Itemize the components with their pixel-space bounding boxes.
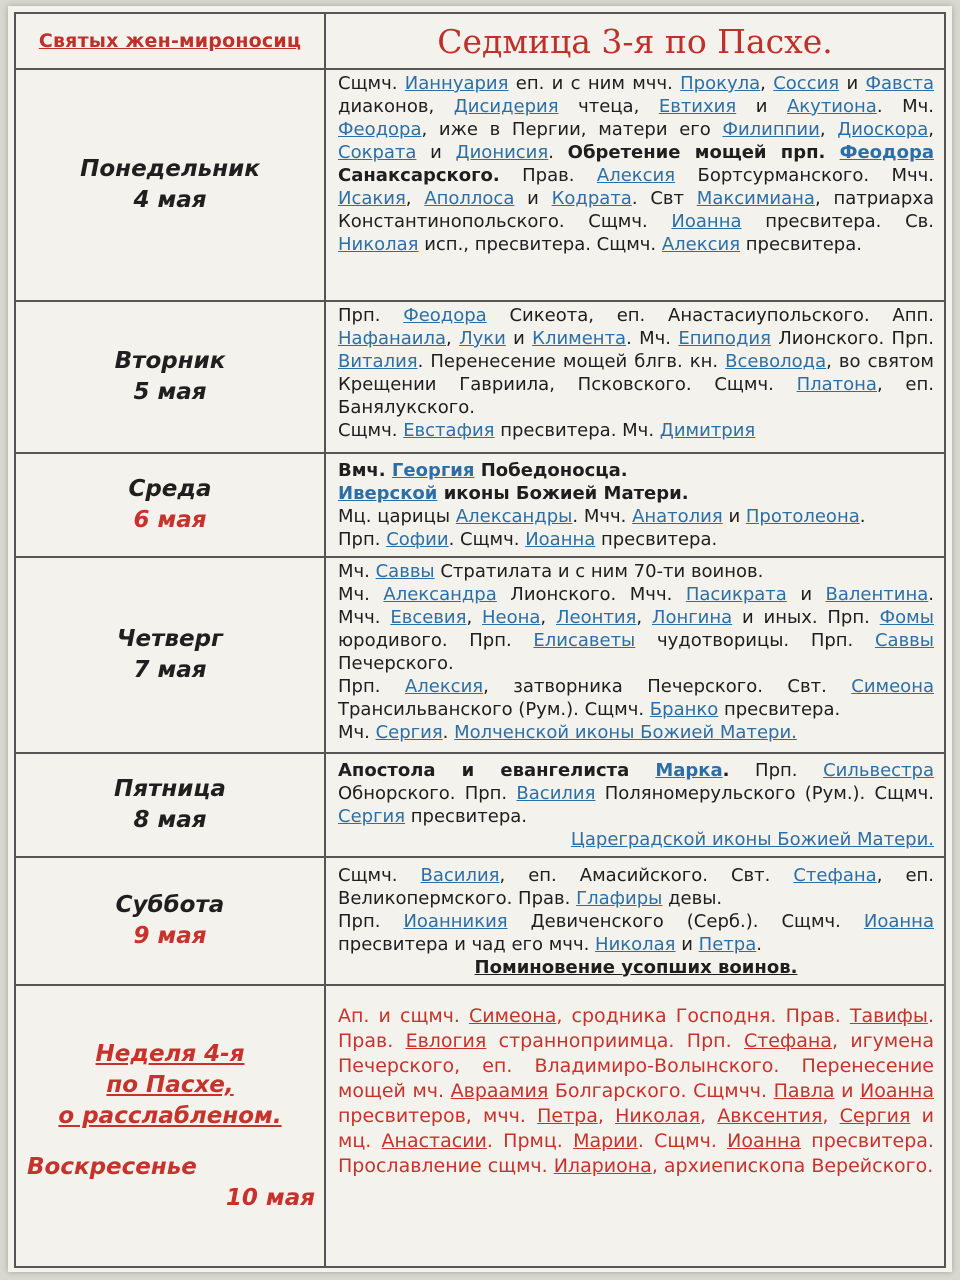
saint-link[interactable]: Василия: [420, 864, 500, 886]
sunday-title: Святых жен-мироносиц: [15, 13, 325, 69]
day-label: [15, 857, 325, 985]
saint-link[interactable]: Иоанникия: [403, 910, 508, 932]
saint-link[interactable]: Валентина: [825, 584, 929, 605]
weekday: Понедельник: [80, 156, 260, 182]
date: 7 мая: [133, 657, 207, 683]
saint-link[interactable]: Иоанна: [671, 211, 742, 232]
weekday: Пятница: [114, 776, 226, 802]
date: 6 мая: [133, 507, 207, 533]
saint-link[interactable]: Пасикрата: [685, 584, 787, 605]
saint-link[interactable]: Саввы: [375, 561, 435, 582]
saint-link[interactable]: Ианнуария: [404, 73, 509, 94]
weekday: Четверг: [116, 626, 224, 652]
icon-link[interactable]: Иверской: [338, 483, 438, 504]
day-label: [15, 753, 325, 857]
saint-link[interactable]: Петра: [698, 933, 757, 955]
saint-link[interactable]: Софии: [386, 529, 449, 550]
saint-link[interactable]: Иоанна: [525, 529, 596, 550]
sunday-name-line2: по Пасхе,: [106, 1071, 234, 1098]
saint-link[interactable]: Петра: [537, 1105, 598, 1127]
saint-link[interactable]: Прокула: [680, 73, 761, 94]
saint-link[interactable]: Евлогия: [405, 1030, 487, 1052]
weekday: Суббота: [115, 892, 225, 918]
date: 9 мая: [133, 923, 207, 949]
saint-link[interactable]: Елисаветы: [533, 630, 636, 651]
saint-link[interactable]: Тавифы: [849, 1005, 928, 1027]
saint-link[interactable]: Алексия: [404, 676, 484, 697]
day-label: [15, 557, 325, 753]
day-row-wednesday: [15, 453, 945, 557]
header-row: [15, 13, 945, 69]
day-label: [15, 69, 325, 301]
day-row-monday: [15, 69, 945, 301]
saint-link[interactable]: Иоанна: [863, 910, 934, 932]
saint-link[interactable]: Анатолия: [632, 506, 723, 527]
saint-link[interactable]: Николая: [595, 933, 676, 955]
day-row-saturday: [15, 857, 945, 985]
saint-link[interactable]: Авраамия: [450, 1080, 549, 1102]
saint-link[interactable]: Платона: [796, 374, 877, 395]
saint-link[interactable]: Максимиана: [696, 188, 815, 209]
saint-link[interactable]: Феодора: [338, 119, 422, 140]
saint-link[interactable]: Марии: [573, 1130, 638, 1152]
icon-link[interactable]: Молченской иконы Божией Матери.: [454, 722, 797, 743]
saint-link[interactable]: Епиподия: [678, 328, 771, 349]
saint-link[interactable]: Георгия: [391, 460, 475, 481]
week-title: Седмица 3-я по Пасхе.: [325, 13, 945, 69]
saint-link[interactable]: Феодора: [403, 305, 487, 326]
saint-link[interactable]: Кодрата: [551, 188, 632, 209]
saint-link[interactable]: Саввы: [874, 630, 934, 651]
commemorations: Прп. Феодора Сикеота, еп. Анастасиупольского. Апп. Нафанаила, Луки и Климента. Мч. Епиподия Лионского. Прп. Виталия. Перенесение мощей блгв. кн. Всеволода, во святом Крещении Гавриила, Псковского. Сщмч. Платона, еп. Банялукского. Сщмч. Евстафия пресвитера. Мч. Димитрия: [325, 301, 945, 453]
weekday: Вторник: [114, 348, 226, 374]
date: 4 мая: [133, 187, 207, 213]
saint-link[interactable]: Виталия: [338, 351, 418, 372]
saint-link[interactable]: Лонгина: [651, 607, 733, 628]
saint-link[interactable]: Анастасии: [381, 1130, 487, 1152]
saint-link[interactable]: Симеона: [469, 1005, 557, 1027]
saint-link[interactable]: Дисидерия: [453, 96, 559, 117]
saint-link[interactable]: Стефана: [743, 1030, 832, 1052]
saint-link[interactable]: Николая: [338, 234, 419, 255]
saint-link[interactable]: Александры: [455, 506, 573, 527]
commemorations: Ап. и сщмч. Симеона, сродника Господня. Прав. Тавифы. Прав. Евлогия странноприимца. Прп. Стефана, игумена Печерского, еп. Владимиро-Волынского. Перенесение мощей мч. Авраамия Болгарского. Сщмчч. Павла и Иоанна пресвитеров, мчч. Петра, Николая, Авксентия, Сергия и мц. Анастасии. Прмц. Марии. Сщмч. Иоанна пресвитера. Прославление сщмч. Илариона, архиепископа Верейского.: [325, 985, 945, 1267]
saint-link[interactable]: Филиппии: [722, 119, 820, 140]
date: 8 мая: [133, 807, 207, 833]
saint-link[interactable]: Акутиона: [786, 96, 877, 117]
saint-link[interactable]: Соссия: [773, 73, 840, 94]
saint-link[interactable]: Алексия: [596, 165, 676, 186]
commemorations: Сщмч. Ианнуария еп. и с ним мчч. Прокула, Соссия и Фавста диаконов, Дисидерия чтеца, Евтихия и Акутиона. Мч. Феодора, иже в Пергии, матери его Филиппии, Диоскора, Сократа и Дионисия. Обретение мощей прп. Феодора Санаксарского. Прав. Алексия Бортсурманского. Мчч. Исакия, Аполлоса и Кодрата. Свт Максимиана, патриарха Константинопольского. Сщмч. Иоанна пресвитера. Св. Николая исп., пресвитера. Сщмч. Алексия пресвитера.: [325, 69, 945, 301]
saint-link[interactable]: Фавста: [865, 73, 934, 94]
saint-link[interactable]: Бранко: [649, 699, 719, 720]
day-label: [15, 301, 325, 453]
saint-link[interactable]: Диоскора: [837, 119, 929, 140]
saint-link[interactable]: Илариона: [553, 1155, 652, 1177]
saint-link[interactable]: Климента: [532, 328, 627, 349]
saint-link[interactable]: Александра: [383, 584, 497, 605]
date: 10 мая: [225, 1184, 315, 1211]
saint-link[interactable]: Сергия: [839, 1105, 911, 1127]
saint-link[interactable]: Сократа: [338, 142, 417, 163]
day-label: [15, 985, 325, 1267]
saint-link[interactable]: Фомы: [879, 607, 934, 628]
saint-link[interactable]: Дионисия: [455, 142, 549, 163]
saint-link[interactable]: Сергия: [375, 722, 443, 743]
saint-link[interactable]: Аполлоса: [424, 188, 515, 209]
saint-link[interactable]: Иоанна: [860, 1080, 934, 1102]
commemorations: Апостола и евангелиста Марка. Прп. Сильвестра Обнорского. Прп. Василия Поляномерульского (Рум.). Сщмч. Сергия пресвитера. Цареградской иконы Божией Матери.: [325, 753, 945, 857]
saint-link[interactable]: Василия: [516, 783, 596, 804]
saint-link[interactable]: Леонтия: [555, 607, 637, 628]
saint-link[interactable]: Всеволода: [725, 351, 827, 372]
saint-link[interactable]: Луки: [459, 328, 506, 349]
weekday: Воскресенье: [27, 1153, 197, 1180]
day-row-thursday: [15, 557, 945, 753]
sunday-name-line1: Неделя 4-я: [95, 1040, 245, 1067]
saint-link[interactable]: Симеона: [851, 676, 934, 697]
day-row-sunday: [15, 985, 945, 1267]
commemorations: Сщмч. Василия, еп. Амасийского. Свт. Стефана, еп. Великопермского. Прав. Глафиры девы. Прп. Иоанникия Девиченского (Серб.). Сщмч. Иоанна пресвитера и чад его мчч. Николая и Петра. Поминовение усопших воинов.: [325, 857, 945, 985]
saint-link[interactable]: Нафанаила: [338, 328, 447, 349]
commemorations: Вмч. Георгия Победоносца. Иверской иконы Божией Матери. Мц. царицы Александры. Мчч. Анатолия и Протолеона. Прп. Софии. Сщмч. Иоанна пресвитера.: [325, 453, 945, 557]
saint-link[interactable]: Сильвестра: [823, 760, 934, 781]
saint-link[interactable]: Неона: [481, 607, 541, 628]
saint-link[interactable]: Протолеона: [745, 506, 860, 527]
saint-link[interactable]: Павла: [773, 1080, 835, 1102]
saint-link[interactable]: Глафиры: [576, 887, 663, 909]
commemorations: Мч. Саввы Стратилата и с ним 70-ти воинов. Мч. Александра Лионского. Мчч. Пасикрата и Валентина. Мчч. Евсевия, Неона, Леонтия, Лонгина и иных. Прп. Фомы юродивого. Прп. Елисаветы чудотворицы. Прп. Саввы Печерского. Прп. Алексия, затворника Печерского. Свт. Симеона Трансильванского (Рум.). Сщмч. Бранко пресвитера. Мч. Сергия. Молченской иконы Божией Матери.: [325, 557, 945, 753]
saint-link[interactable]: Николая: [615, 1105, 701, 1127]
saint-link[interactable]: Феодора: [839, 142, 934, 163]
saint-link[interactable]: Димитрия: [659, 420, 756, 441]
icon-link[interactable]: Цареградской иконы Божией Матери.: [570, 829, 934, 850]
saint-link[interactable]: Марка: [655, 760, 723, 781]
saint-link[interactable]: Евтихия: [658, 96, 737, 117]
saint-link[interactable]: Сергия: [338, 806, 406, 827]
saint-link[interactable]: Алексия: [661, 234, 741, 255]
saint-link[interactable]: Евстафия: [403, 420, 495, 441]
sunday-name-line3: о расслабленом.: [58, 1102, 282, 1129]
saint-link[interactable]: Исакия: [338, 188, 406, 209]
weekday: Среда: [128, 476, 212, 502]
schedule-table: [14, 12, 946, 1268]
date: 5 мая: [133, 379, 207, 405]
day-label: [15, 453, 325, 557]
saint-link[interactable]: Иоанна: [727, 1130, 802, 1152]
day-row-friday: [15, 753, 945, 857]
memorial-note: Поминовение усопших воинов.: [474, 956, 798, 978]
day-row-tuesday: [15, 301, 945, 453]
saint-link[interactable]: Авксентия: [717, 1105, 823, 1127]
calendar-sheet: [8, 6, 952, 1272]
saint-link[interactable]: Евсевия: [390, 607, 467, 628]
saint-link[interactable]: Стефана: [793, 864, 877, 886]
